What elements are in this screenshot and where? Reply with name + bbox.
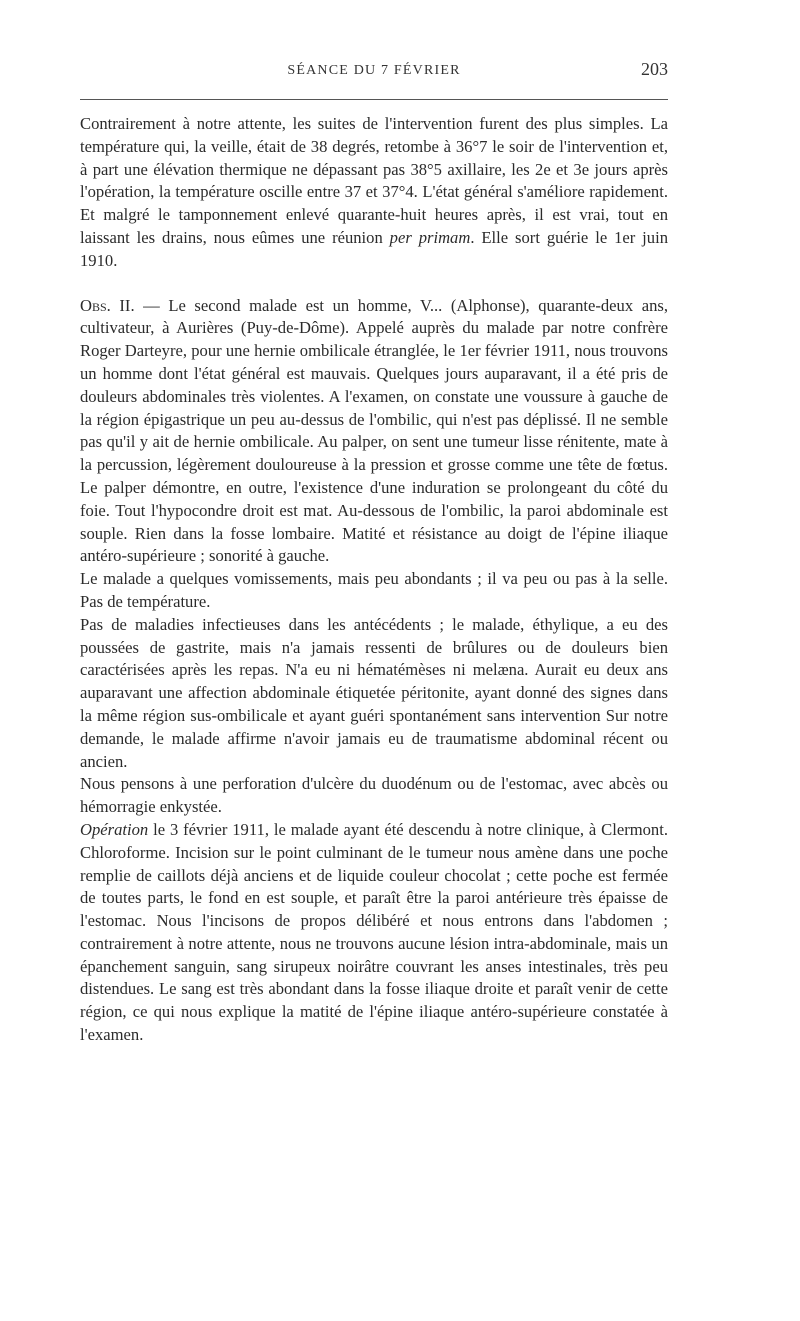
paragraph-text: Le malade a quelques vomissements, mais peu abondants ; il va peu ou pas à la selle. Pas de température.: [80, 569, 668, 611]
paragraph-suites-intervention: [80, 113, 668, 273]
page-number: 203: [641, 59, 668, 79]
paragraph-text: . Elle sort guérie le 1er juin 1910.: [80, 227, 668, 270]
paragraph-vomissements: [80, 568, 668, 614]
latin-phrase: per primam: [389, 227, 471, 247]
running-head: [80, 57, 668, 87]
paragraph-text: Contrairement à notre attente, les suites de l'intervention furent des plus simples. La température qui, la veille, était de 38 degrés, retombe à 36°7 le soir de l'intervention et, à part une élévation thermique ne dépassant pas 38°5 axillaire, les 2e et 3e jours après l'opération, la température oscille entre 37 et 37°4. L'état général s'améliore rapidement. Et malgré le tamponnement enlevé quarante-huit heures après, il est vrai, tout en laissant les drains, nous eûmes une réunion: [80, 114, 668, 247]
running-title: SÉANCE DU 7 FÉVRIER: [287, 63, 461, 78]
paragraph-observation-2: [80, 295, 668, 569]
paragraph-antecedents: [80, 614, 668, 774]
observation-label: Obs. II.: [80, 295, 135, 315]
paragraph-text: — Le second malade est un homme, V... (Alphonse), quarante-deux ans, cultivateur, à Aurières (Puy-de-Dôme). Appelé auprès du malade par notre confrère Roger Darteyre, pour une hernie ombilicale étranglée, le 1er février 1911, nous trouvons un homme dont l'état général est mauvais. Quelques jours auparavant, il a été pris de douleurs abdominales très violentes. A l'examen, on constate une voussure à gauche de la région épigastrique un peu au-dessus de l'ombilic, qui n'est pas déplissé. Il ne semble pas qu'il y ait de hernie ombilicale. Au palper, on sent une tumeur lisse rénitente, mate à la percussion, légèrement douloureuse à la pression et grosse comme une tête de fœtus. Le palper démontre, en outre, l'existence d'une induration se prolongeant du côté du foie. Tout l'hypocondre droit est mat. Au-dessous de l'ombilic, la paroi abdominale est souple. Rien dans la fosse lombaire. Matité et résistance au doigt de l'épine iliaque antéro-supérieure ; sonorité à gauche.: [80, 295, 668, 566]
paragraph-text: le 3 février 1911, le malade ayant été descendu à notre clinique, à Clermont. Chloroforme. Incision sur le point culminant de le tumeur nous amène dans une poche remplie de caillots déjà anciens et de liquide couleur chocolat ; cette poche est fermée de toutes parts, le fond en est souple, et paraît être la paroi antérieure très épaisse de l'estomac. Nous l'incisons de propos délibéré et nous entrons dans l'abdomen ; contrairement à notre attente, nous ne trouvons aucune lésion intra-abdominale, mais un épanchement sanguin, sang sirupeux noirâtre couvrant les anses intestinales, très peu distendues. Le sang est très abondant dans la fosse iliaque droite et paraît venir de cette région, ce qui nous explique la matité de l'épine iliaque antéro-supérieure constatée à l'examen.: [80, 819, 668, 1045]
paragraph-diagnostic: [80, 773, 668, 819]
body-text: [80, 113, 668, 1047]
paragraph-text: Nous pensons à une perforation d'ulcère du duodénum ou de l'estomac, avec abcès ou hémorragie enkystée.: [80, 774, 668, 817]
paragraph-text: Pas de maladies infectieuses dans les antécédents ; le malade, éthylique, a eu des poussées de gastrite, mais n'a jamais ressenti de brûlures ou de douleurs bien caractérisées après les repas. N'a eu ni hématémèses ni melæna. Aurait eu deux ans auparavant une affection abdominale étiquetée péritonite, ayant donné des signes dans la même région sus-ombilicale et ayant guéri spontanément sans intervention Sur notre demande, le malade affirme n'avoir jamais eu de traumatisme abdominal récent ou ancien.: [80, 614, 668, 771]
operation-label: Opération: [80, 819, 149, 839]
paragraph-operation: [80, 819, 668, 1047]
header-rule: [80, 99, 668, 100]
